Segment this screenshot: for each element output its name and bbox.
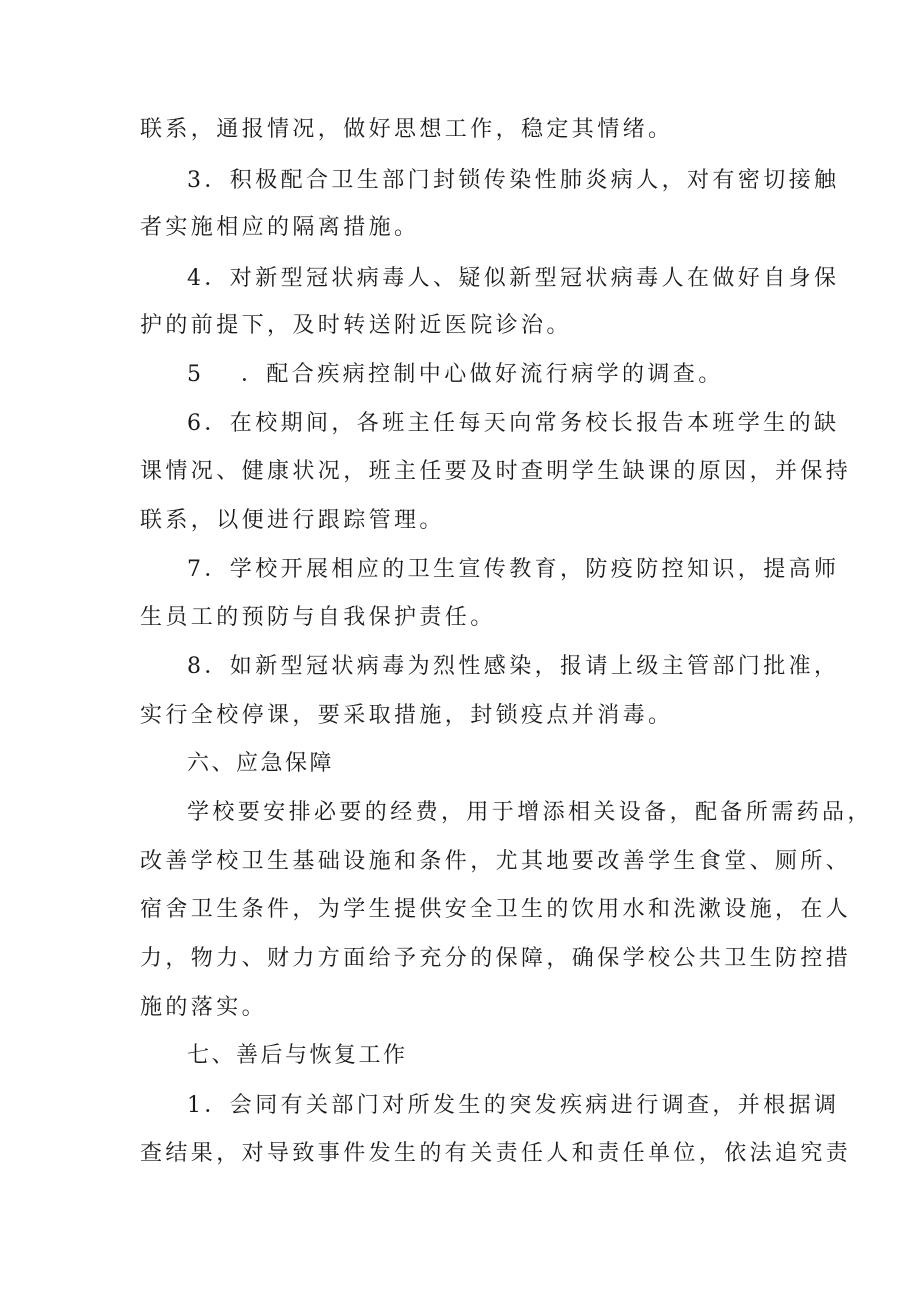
list-item-8-line-1: 8．如新型冠状病毒为烈性感染，报请上级主管部门批准，: [187, 654, 840, 679]
section-heading-7: 七、善后与恢复工作: [187, 1043, 408, 1068]
list-item-6-line-2: 课情况、健康状况，班主任要及时查明学生缺课的原因，并保持: [140, 459, 852, 484]
list-item-6-line-3: 联系，以便进行跟踪管理。: [140, 508, 445, 533]
section-7-item-1-line-2: 查结果，对导致事件发生的有关责任人和责任单位，依法追究责: [140, 1141, 852, 1166]
section-7-item-1-line-1: 1．会同有关部门对所发生的突发疾病进行调查，并根据调: [187, 1093, 840, 1118]
list-item-7-line-1: 7．学校开展相应的卫生宣传教育，防疫防控知识，提高师: [187, 557, 840, 582]
section-6-line-5: 施的落实。: [140, 995, 268, 1020]
section-heading-6: 六、应急保障: [187, 751, 335, 776]
paragraph-line: 联系，通报情况，做好思想工作，稳定其情绪。: [140, 117, 674, 142]
list-item-4-line-1: 4．对新型冠状病毒人、疑似新型冠状病毒人在做好自身保: [187, 266, 840, 291]
list-item-4-line-2: 护的前提下，及时转送附近医院诊治。: [140, 313, 572, 338]
list-item-3-line-1: 3．积极配合卫生部门封锁传染性肺炎病人，对有密切接触: [187, 168, 840, 193]
list-item-5-text: ．配合疾病控制中心做好流行病学的调查。: [241, 362, 724, 387]
list-item-5-line-1: [187, 360, 790, 390]
section-6-line-2: 改善学校卫生基础设施和条件，尤其地要改善学生食堂、厕所、: [140, 849, 852, 874]
section-6-line-3: 宿舍卫生条件，为学生提供安全卫生的饮用水和洗漱设施，在人: [140, 897, 852, 922]
list-item-5-number: 5: [187, 362, 201, 387]
list-item-8-line-2: 实行全校停课，要采取措施，封锁疫点并消毒。: [140, 703, 674, 728]
section-6-line-1: 学校要安排必要的经费，用于增添相关设备，配备所需药品，: [187, 800, 873, 825]
list-item-7-line-2: 生员工的预防与自我保护责任。: [140, 605, 496, 630]
list-item-6-line-1: 6．在校期间，各班主任每天向常务校长报告本班学生的缺: [187, 411, 840, 436]
section-6-line-4: 力，物力、财力方面给予充分的保障，确保学校公共卫生防控措: [140, 946, 852, 971]
list-item-3-line-2: 者实施相应的隔离措施。: [140, 215, 420, 240]
